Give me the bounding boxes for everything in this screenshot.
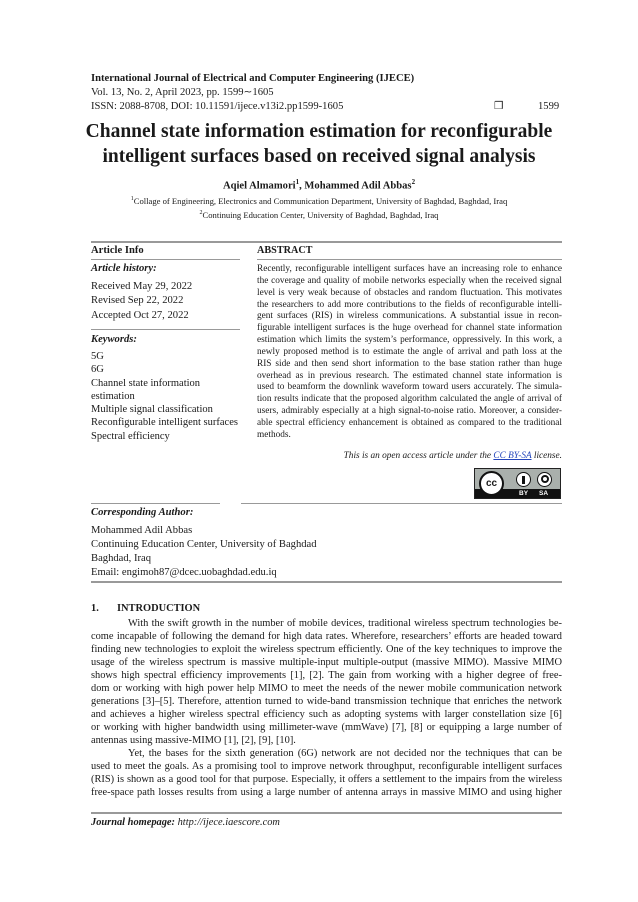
title-line: Channel state information estimation for reconfigurable	[85, 121, 553, 142]
divider	[91, 581, 562, 583]
keyword: Channel state information	[91, 377, 201, 389]
sa-share-icon	[537, 472, 552, 487]
received-date: Received May 29, 2022	[91, 281, 193, 292]
abstract-heading: ABSTRACT	[257, 245, 313, 256]
author-sup: 1	[295, 178, 300, 186]
aff-text: Continuing Education Center, University of Baghdad, Baghdad, Iraq	[202, 209, 439, 220]
corresponding-details	[91, 524, 491, 580]
abstract-line: users, admirably especially at a high signal-to-noise ratio. Moreover, a consider-	[257, 406, 562, 417]
abstract-line: tion results indicate that the proposed algorithm calculated the angle of arrival of	[257, 394, 562, 405]
author: Mohammed Adil Abbas	[304, 180, 412, 192]
abstract-line: used to beamform the downlink waveform toward users accurately. The simula-	[257, 382, 562, 393]
abstract-line: level is very weak because of obstacles and random fluctuation. This motivates	[257, 287, 562, 298]
intro-line: dom or working with high power help MIMO to meet the needs of the newer mobile communication network	[91, 683, 562, 694]
abstract-line: the researchers to add more contributions to the fields of reconfigurable intelli-	[257, 299, 562, 310]
paper-title	[60, 119, 578, 169]
keyword: estimation	[91, 390, 135, 402]
aff-sup: 1	[130, 196, 134, 202]
journal-homepage-link[interactable]: http://ijece.iaescore.com	[177, 817, 280, 828]
affiliation	[60, 193, 578, 207]
author-name: Mohammed Adil Abbas	[91, 525, 193, 536]
author-email: Email: engimoh87@dcec.uobaghdad.edu.iq	[91, 567, 277, 578]
keyword: Spectral efficiency	[91, 430, 170, 442]
keyword: 5G	[91, 351, 104, 362]
sa-label: SA	[539, 490, 549, 497]
section-heading: INTRODUCTION	[117, 603, 201, 614]
abstract-line: able spectral efficiency enhancement is obtained as compared to the traditional	[257, 417, 562, 428]
intro-line: antennas using massive-MIMO [1], [2], [9], [10].	[91, 735, 296, 746]
divider	[257, 259, 562, 260]
corresponding-heading: Corresponding Author:	[91, 507, 194, 518]
by-label: BY	[519, 490, 529, 497]
author-location: Baghdad, Iraq	[91, 553, 152, 564]
section-number: 1.	[91, 603, 99, 614]
abstract-line: methods.	[257, 429, 291, 440]
intro-line: finding new technologies to exploit the wireless spectrum efficiently. One of the key techniques to improve the	[91, 644, 562, 655]
article-info-heading: Article Info	[91, 245, 144, 256]
intro-line: Yet, the bases for the sixth generation (6G) network are not decided nor the techniques that can be	[128, 748, 562, 759]
divider	[91, 241, 562, 243]
keyword: 6G	[91, 364, 104, 376]
abstract-body	[257, 264, 562, 442]
intro-line: (RIS) is shown as a good tool for that purpose. Especially, it offers a settlement to the impairs from the wireless	[91, 774, 562, 785]
revised-date: Revised Sep 22, 2022	[91, 295, 184, 307]
accepted-date: Accepted Oct 27, 2022	[91, 309, 189, 321]
author-institution: Continuing Education Center, University of Baghdad	[91, 539, 317, 550]
divider	[91, 259, 240, 260]
abstract-line: overhead as in previous research. The estimated channel state information is	[257, 370, 562, 381]
abstract-line: gent surfaces (RIS) in wireless communications. A substantial issue in recon-	[257, 311, 562, 322]
abstract-line: RIS side and then send short information to the base station rather than huge	[257, 358, 562, 369]
history-heading: Article history:	[91, 263, 157, 274]
introduction-body	[91, 617, 562, 799]
keyword: Multiple signal classification	[91, 404, 213, 416]
abstract-line: figurable intelligent surfaces is the huge overhead for channel state information	[257, 323, 562, 334]
intro-line: generations [3]–[5]. Therefore, attention turned to wide-band transmission technique that enriches the network	[91, 696, 562, 707]
footer	[91, 817, 280, 828]
keywords-list	[91, 350, 253, 443]
abstract-line: Recently, reconfigurable intelligent surfaces have an increasing role to enhance	[257, 264, 562, 274]
authors	[60, 178, 578, 192]
divider	[91, 329, 240, 330]
volume-info: Vol. 13, No. 2, April 2023, pp. 1599∼1605	[91, 87, 274, 98]
box-icon: ❒	[494, 101, 504, 112]
issn-doi: ISSN: 2088-8708, DOI: 10.11591/ijece.v13i2.pp1599-1605	[91, 101, 344, 112]
author-sup: 2	[411, 178, 416, 186]
intro-line: used to meet the goals. As a promising tool to improve network throughput, reconfigurable intelligent surfaces	[91, 761, 562, 772]
intro-line: With the swift growth in the number of mobile devices, traditional wireless spectrum technologies be-	[128, 618, 562, 629]
abstract-line: the coverage and quality of mobile networks especially when the received signal	[257, 275, 562, 286]
abstract-line: estimation which limits the system’s performance, oppressively. In this work, a	[257, 335, 562, 346]
intro-line: come incapable of following the demand for high data rates. Wherefore, researchers’ efforts are headed toward	[91, 631, 562, 642]
author: Aqiel Almamori	[222, 180, 296, 192]
sep: ,	[299, 180, 305, 192]
divider	[91, 503, 220, 504]
license-link[interactable]: CC BY-SA	[493, 451, 532, 461]
keywords-heading: Keywords:	[91, 334, 137, 345]
abstract-line: newly proposed method is to estimate the angle of arrival and path loss at the	[257, 346, 562, 357]
title-line: intelligent surfaces based on received signal analysis	[102, 146, 536, 167]
by-person-icon	[516, 472, 531, 487]
history-list	[91, 280, 241, 323]
aff-sup: 2	[199, 209, 203, 216]
aff-text: Collage of Engineering, Electronics and Communication Department, University of Baghdad, Baghdad, Iraq	[133, 195, 508, 206]
journal-name: International Journal of Electrical and Computer Engineering (IJECE)	[91, 73, 415, 84]
keyword: Reconfigurable intelligent surfaces	[91, 417, 238, 429]
footer-label: Journal homepage:	[91, 817, 175, 828]
intro-line: shows high spectral efficiency improvements [1], [2]. The gain from working with a higher degree of free-	[91, 670, 562, 681]
affiliation	[60, 207, 578, 221]
intro-line: and achieves a higher wireless spectral efficiency such as adopting systems with larger constellation size [6]	[91, 709, 562, 720]
license-text: This is an open access article under the	[343, 451, 494, 461]
intro-line: free-space path losses results from using a large number of antenna arrays in massive MIMO and using higher	[91, 787, 562, 798]
license-note	[257, 450, 562, 462]
intro-line: or working with higher bandwidth using millimeter-wave (mmWave) [7], [8] or equipping a large number of	[91, 722, 562, 733]
affiliations	[60, 193, 578, 221]
page-number: 1599	[538, 101, 560, 112]
footer-divider	[91, 812, 562, 814]
cc-by-sa-logo	[474, 468, 561, 499]
intro-line: usage of the wireless spectrum is massive multiple-input multiple-output (massive MIMO). Massive MIMO	[91, 657, 562, 668]
cc-icon: cc	[479, 471, 504, 496]
license-text: license.	[531, 451, 562, 461]
divider	[241, 503, 562, 504]
